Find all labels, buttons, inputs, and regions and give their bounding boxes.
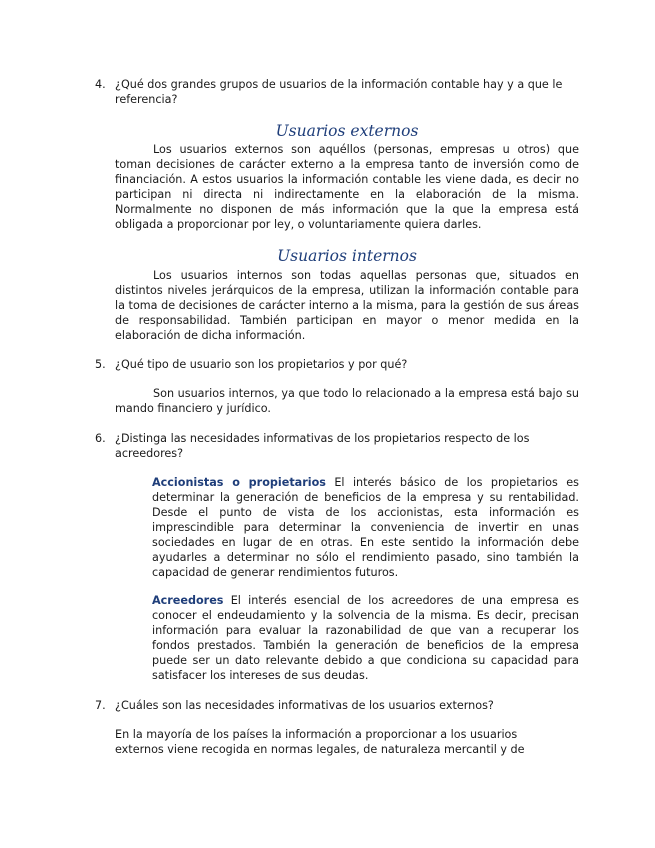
answer-5: Son usuarios internos, ya que todo lo relacionado a la empresa está bajo su mando financiero y jurídico. <box>115 387 579 415</box>
paragraph-external-users: Los usuarios externos son aquéllos (personas, empresas u otros) que toman decisiones de carácter externo a la empresa tanto de inversión como de financiación. A estos usuarios la información contable les viene dada, es decir no participan ni directa ni indirectamente en la elaboración de la misma. Normalmente no disponen de más información que la que la empresa está obligada a proporcionar por ley, o voluntariamente quiera darles. <box>115 143 579 231</box>
question-number: 6. <box>95 432 106 445</box>
question-text: ¿Qué tipo de usuario son los propietarios y por qué? <box>115 358 408 371</box>
question-number: 7. <box>95 699 106 712</box>
question-text: ¿Cuáles son las necesidades informativas de los usuarios externos? <box>115 699 494 712</box>
section-heading-external: Usuarios externos <box>275 122 419 140</box>
owners-paragraph <box>152 475 579 580</box>
question-5 <box>95 357 579 372</box>
question-text: ¿Qué dos grandes grupos de usuarios de la información contable hay y a que le referencia? <box>115 78 563 106</box>
paragraph-internal-users: Los usuarios internos son todas aquellas personas que, situados en distintos niveles jerárquicos de la empresa, utilizan la información contable para la toma de decisiones de carácter interno a la misma, para la gestión de sus áreas de responsabilidad. También participan en mayor o menor medida en la elaboración de dicha información. <box>115 269 579 342</box>
answer-7: En la mayoría de los países la información a proporcionar a los usuarios externos viene recogida en normas legales, de naturaleza mercantil y de <box>115 728 525 756</box>
creditors-paragraph <box>152 593 579 683</box>
question-4 <box>95 77 579 107</box>
owners-text: El interés básico de los propietarios es determinar la generación de beneficios de la empresa y su rentabilidad. Desde el punto de vista de los accionistas, esta información es imprescindible para determinar la conveniencia de invertir en unas sociedades en lugar de en otras. En este sentido la información debe ayudarles a determinar no sólo el rendimiento pasado, sino también la capacidad de generar rendimientos futuros. <box>152 476 579 579</box>
section-heading-internal: Usuarios internos <box>277 247 417 265</box>
question-number: 4. <box>95 78 106 91</box>
question-number: 5. <box>95 358 106 371</box>
question-text: ¿Distinga las necesidades informativas de los propietarios respecto de los acreedores? <box>115 432 530 460</box>
owners-term: Accionistas o propietarios <box>152 476 326 489</box>
creditors-term: Acreedores <box>152 594 224 607</box>
creditors-text: El interés esencial de los acreedores de una empresa es conocer el endeudamiento y la solvencia de la misma. Es decir, precisan información para evaluar la razonabilidad de que van a recuperar los fondos prestados. También la generación de beneficios de la empresa puede ser un dato relevante debido a que condiciona su capacidad para satisfacer los intereses de sus deudas. <box>152 594 579 682</box>
question-7 <box>95 698 579 713</box>
question-6 <box>95 431 579 461</box>
